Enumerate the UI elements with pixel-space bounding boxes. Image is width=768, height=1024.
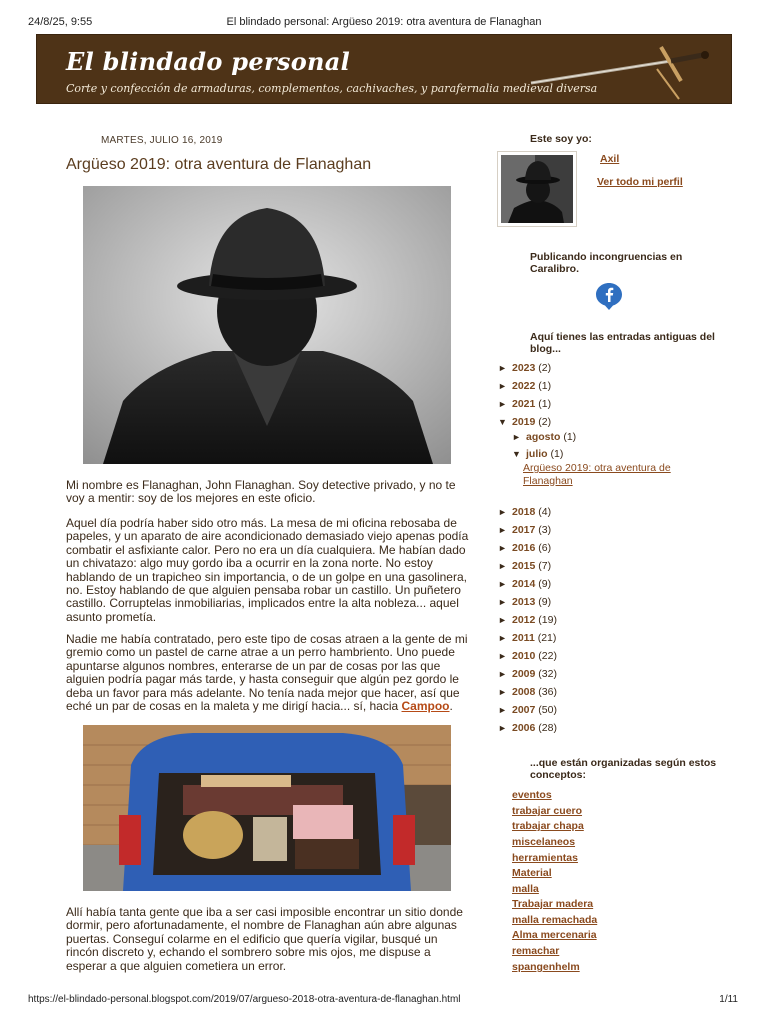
expand-arrow-icon[interactable]: ► — [498, 525, 507, 535]
archive-count: (4) — [538, 506, 552, 518]
post-date: MARTES, JULIO 16, 2019 — [101, 135, 223, 146]
facebook-icon[interactable] — [594, 281, 624, 311]
archive-count: (9) — [538, 578, 552, 590]
post-paragraph-4: Allí había tanta gente que iba a ser casi imposible encontrar un sitio donde dormir, pero afortunadamente, el nombre de Flanaghan aún abre algunas puertas. Conseguí colarme en el edificio que quería vigilar, busqué un rincón discreto y, echando el sombrero sobre mis ojos, me dispuse a esperar a que alguien cometiera un error. — [66, 905, 463, 973]
archive-year-2018[interactable] — [498, 506, 551, 518]
archive-year-label[interactable]: 2015 — [512, 560, 536, 572]
archive-year-2007[interactable] — [498, 704, 557, 716]
archive-month-agosto[interactable] — [512, 431, 576, 443]
archive-year-2023[interactable] — [498, 362, 551, 374]
label-link[interactable]: trabajar chapa — [512, 820, 584, 832]
archive-year-label[interactable]: 2013 — [512, 596, 536, 608]
expand-arrow-icon[interactable]: ► — [498, 543, 507, 553]
archive-year-2012[interactable] — [498, 614, 557, 626]
archive-count: (28) — [538, 722, 557, 734]
archive-count: (2) — [538, 362, 552, 374]
label-link[interactable]: spangenhelm — [512, 961, 580, 973]
expand-arrow-icon[interactable]: ► — [498, 507, 507, 517]
archive-year-label[interactable]: 2019 — [512, 416, 536, 428]
archive-post-link[interactable]: Argüeso 2019: otra aventura de Flanaghan — [523, 462, 671, 487]
expand-arrow-icon[interactable]: ► — [498, 687, 507, 697]
expand-arrow-icon[interactable]: ► — [498, 615, 507, 625]
profile-heading: Este soy yo: — [530, 133, 592, 145]
expand-arrow-icon[interactable]: ► — [498, 705, 507, 715]
archive-year-2009[interactable] — [498, 668, 557, 680]
expand-arrow-icon[interactable]: ► — [498, 363, 507, 373]
blog-title[interactable]: El blindado personal — [66, 47, 351, 76]
expand-arrow-icon[interactable]: ► — [498, 597, 507, 607]
archive-count: (1) — [538, 398, 552, 410]
archive-year-2013[interactable] — [498, 596, 551, 608]
archive-year-label[interactable]: 2016 — [512, 542, 536, 554]
archive-count: (2) — [538, 416, 552, 428]
archive-count: (9) — [538, 596, 552, 608]
view-profile-link[interactable]: Ver todo mi perfil — [597, 176, 683, 188]
label-link[interactable]: herramientas — [512, 852, 578, 864]
blog-header — [36, 34, 732, 104]
label-link[interactable]: Alma mercenaria — [512, 929, 597, 941]
expand-arrow-icon[interactable]: ► — [498, 561, 507, 571]
profile-name-link[interactable]: Axil — [600, 153, 620, 165]
archive-year-2010[interactable] — [498, 650, 557, 662]
collapse-arrow-icon[interactable]: ▼ — [498, 417, 507, 427]
print-title: El blindado personal: Argüeso 2019: otra aventura de Flanaghan — [226, 16, 542, 28]
sword-icon — [521, 37, 711, 103]
archive-month-julio[interactable] — [512, 448, 563, 460]
print-datetime: 24/8/25, 9:55 — [28, 16, 93, 28]
archive-year-label[interactable]: 2022 — [512, 380, 536, 392]
expand-arrow-icon[interactable]: ► — [498, 669, 507, 679]
archive-year-2016[interactable] — [498, 542, 551, 554]
collapse-arrow-icon[interactable]: ▼ — [512, 449, 521, 459]
avatar[interactable] — [497, 151, 577, 227]
expand-arrow-icon[interactable]: ► — [498, 723, 507, 733]
label-link[interactable]: Trabajar madera — [512, 898, 594, 910]
archive-count: (1) — [538, 380, 552, 392]
archive-year-label[interactable]: 2014 — [512, 578, 536, 590]
print-page-number: 1/11 — [719, 994, 738, 1005]
archive-month-label[interactable]: agosto — [526, 431, 561, 443]
archive-year-label[interactable]: 2006 — [512, 722, 536, 734]
label-link[interactable]: eventos — [512, 789, 552, 801]
archive-year-2022[interactable] — [498, 380, 551, 392]
label-link[interactable]: trabajar cuero — [512, 805, 583, 817]
post-image-detective[interactable] — [83, 186, 451, 464]
archive-year-2006[interactable] — [498, 722, 557, 734]
archive-count: (21) — [537, 632, 557, 644]
label-link[interactable]: miscelaneos — [512, 836, 576, 848]
archive-count: (22) — [538, 650, 557, 662]
blog-description: Corte y confección de armaduras, complementos, cachivaches, y parafernalia medieval diversa — [66, 82, 598, 95]
archive-heading: Aquí tienes las entradas antiguas del blog... — [530, 331, 715, 355]
campoo-link[interactable]: Campoo — [401, 699, 450, 714]
post-title[interactable]: Argüeso 2019: otra aventura de Flanaghan — [66, 156, 372, 173]
archive-year-label[interactable]: 2018 — [512, 506, 536, 518]
label-link[interactable]: malla remachada — [512, 914, 598, 926]
archive-year-2011[interactable] — [498, 632, 556, 644]
expand-arrow-icon[interactable]: ► — [512, 432, 521, 442]
labels-heading: ...que están organizadas según estos conceptos: — [530, 757, 717, 781]
expand-arrow-icon[interactable]: ► — [498, 399, 507, 409]
archive-year-label[interactable]: 2021 — [512, 398, 536, 410]
facebook-heading: Publicando incongruencias en Caralibro. — [530, 251, 683, 275]
archive-year-label[interactable]: 2009 — [512, 668, 536, 680]
archive-year-label[interactable]: 2010 — [512, 650, 536, 662]
post-image-car-trunk[interactable] — [83, 725, 451, 891]
archive-count: (1) — [563, 431, 577, 443]
archive-year-label[interactable]: 2012 — [512, 614, 536, 626]
archive-year-2019[interactable] — [498, 416, 551, 428]
archive-year-2014[interactable] — [498, 578, 551, 590]
archive-count: (32) — [538, 668, 557, 680]
expand-arrow-icon[interactable]: ► — [498, 381, 507, 391]
label-link[interactable]: remachar — [512, 945, 560, 957]
label-link[interactable]: malla — [512, 883, 539, 895]
expand-arrow-icon[interactable]: ► — [498, 633, 507, 643]
archive-month-label[interactable]: julio — [526, 448, 548, 460]
archive-year-2015[interactable] — [498, 560, 551, 572]
archive-year-label[interactable]: 2008 — [512, 686, 536, 698]
archive-count: (19) — [538, 614, 557, 626]
archive-count: (36) — [538, 686, 557, 698]
post-paragraph-3-end: . — [449, 699, 453, 714]
post-paragraph-3 — [66, 633, 470, 713]
print-footer — [0, 994, 768, 1008]
post-paragraph-2: Aquel día podría haber sido otro más. La mesa de mi oficina rebosaba de papeles, y un aparato de aire acondicionado demasiado viejo apenas podía combatir el asfixiante calor. Pero no era un día cualquiera. Me habían dado un chivatazo: algo muy gordo iba a ocurrir en la zona norte. No estoy hablando de un trapicheo sin importancia, o de un golpe en una gasolinera, no. Estoy hablando de que alguien pensaba robar un castillo. Un puñetero castillo. Corruptelas inmobiliarias, implicados entre la alta nobleza... aquel asunto prometía. — [66, 516, 469, 624]
archive-year-2021[interactable] — [498, 398, 551, 410]
print-header — [0, 16, 768, 30]
archive-year-2008[interactable] — [498, 686, 557, 698]
archive-count: (7) — [538, 560, 552, 572]
archive-year-label[interactable]: 2007 — [512, 704, 536, 716]
expand-arrow-icon[interactable]: ► — [498, 579, 507, 589]
print-url: https://el-blindado-personal.blogspot.com/2019/07/argueso-2018-otra-aventura-de-flanaghan.html — [28, 994, 461, 1005]
post-paragraph-1: Mi nombre es Flanaghan, John Flanaghan. Soy detective privado, y no te voy a mentir: soy de los mejores en este oficio. — [66, 478, 456, 506]
label-link[interactable]: Material — [512, 867, 552, 879]
post-paragraph-3-text: Nadie me había contratado, pero este tipo de cosas atraen a la gente de mi gremio como un pastel de carne atrae a un perro hambriento. Uno puede apuntarse algunos nombres, enterarse de un par de cosas por las que alguien podría pagar más tarde, y hasta conseguir que algún pez gordo le deba un favor para más adelante. No tenía nada mejor que hacer, así que eché un par de cosas en la maleta y me dirigí hacia... sí, hacia — [66, 632, 468, 714]
archive-year-label[interactable]: 2023 — [512, 362, 536, 374]
archive-year-label[interactable]: 2011 — [512, 632, 535, 644]
expand-arrow-icon[interactable]: ► — [498, 651, 507, 661]
archive-count: (1) — [550, 448, 564, 460]
archive-year-2017[interactable] — [498, 524, 551, 536]
archive-year-label[interactable]: 2017 — [512, 524, 536, 536]
archive-count: (6) — [538, 542, 552, 554]
archive-count: (3) — [538, 524, 552, 536]
archive-count: (50) — [538, 704, 557, 716]
